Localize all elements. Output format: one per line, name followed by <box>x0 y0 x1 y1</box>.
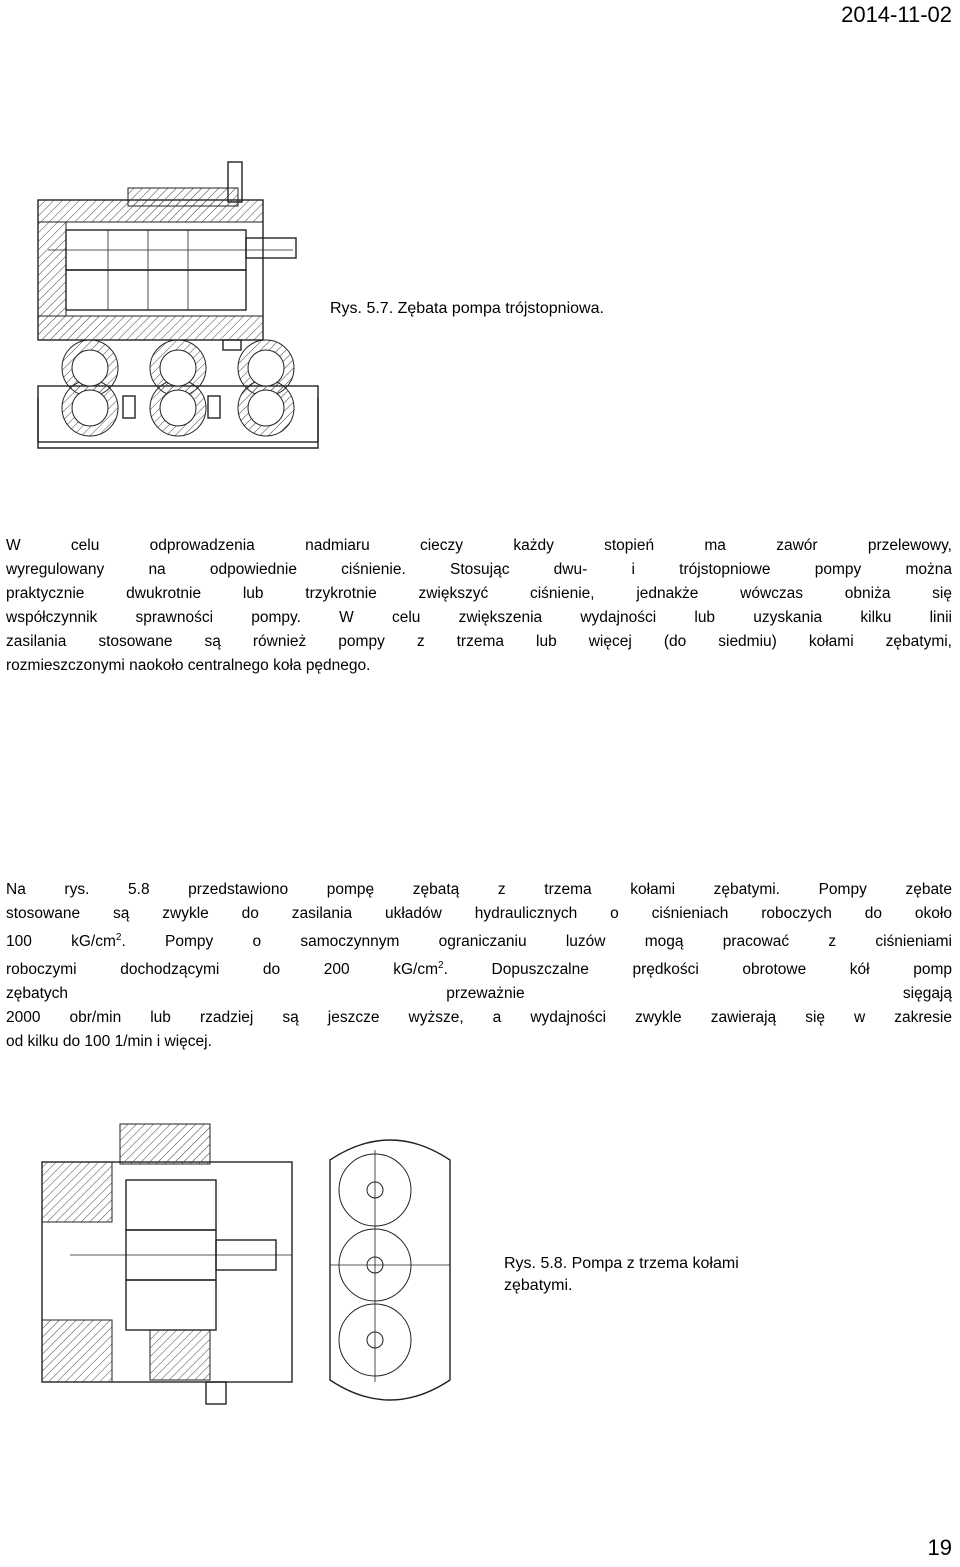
paragraph-2-line: zębatych przeważnie sięgają <box>6 985 952 1003</box>
figure-5-8-caption-line: zębatymi. <box>504 1277 573 1294</box>
paragraph-1-line: praktycznie dwukrotnie lub trzykrotnie zwiększyć ciśnienie, jednakże wówczas obniża się <box>6 585 952 602</box>
header-date: 2014-11-02 <box>841 2 952 27</box>
paragraph-2-text: roboczymi dochodzącymi do 200 kG/cm <box>6 961 439 979</box>
figure-5-7-drawing <box>28 158 338 478</box>
paragraph-2-line <box>6 926 952 954</box>
paragraph-2-line: 2000 obr/min lub rzadziej są jeszcze wyższe, a wydajności zwykle zawierają się w zakresie <box>6 1009 952 1027</box>
paragraph-2-text: . Dopuszczalne prędkości obrotowe kół pomp <box>443 961 952 979</box>
paragraph-1-line: współczynnik sprawności pompy. W celu zwiększenia wydajności lub uzyskania kilku linii <box>6 609 952 626</box>
paragraph-1 <box>6 534 952 678</box>
paragraph-2-text: . Pompy o samoczynnym ograniczaniu luzów mogą pracować z ciśnieniami <box>121 933 952 951</box>
paragraph-2-line <box>6 954 952 982</box>
paragraph-1-line: zasilania stosowane są również pompy z trzema lub więcej (do siedmiu) kołami zębatymi, <box>6 633 952 650</box>
figure-5-7-caption: Rys. 5.7. Zębata pompa trójstopniowa. <box>330 300 604 317</box>
paragraph-2-line: od kilku do 100 1/min i więcej. <box>6 1033 212 1051</box>
superscript: 2 <box>115 932 122 943</box>
figure-5-8-drawing <box>30 1120 500 1410</box>
figure-5-8-caption <box>504 1253 804 1297</box>
paragraph-2-line: Na rys. 5.8 przedstawiono pompę zębatą z trzema kołami zębatymi. Pompy zębate <box>6 881 952 898</box>
paragraph-1-line: wyregulowany na odpowiednie ciśnienie. Stosując dwu- i trójstopniowe pompy można <box>6 561 952 578</box>
paragraph-2-line: stosowane są zwykle do zasilania układów hydraulicznych o ciśnieniach roboczych do około <box>6 905 952 922</box>
pressure-value: 100 kG/cm <box>6 933 116 951</box>
paragraph-1-line: rozmieszczonymi naokoło centralnego koła pędnego. <box>6 657 371 674</box>
paragraph-2 <box>6 878 952 1054</box>
superscript: 2 <box>438 960 444 972</box>
paragraph-1-line: W celu odprowadzenia nadmiaru cieczy każdy stopień ma zawór przelewowy, <box>6 537 952 554</box>
figure-5-8-caption-line: Rys. 5.8. Pompa z trzema kołami <box>504 1255 739 1272</box>
page-number: 19 <box>927 1535 952 1560</box>
